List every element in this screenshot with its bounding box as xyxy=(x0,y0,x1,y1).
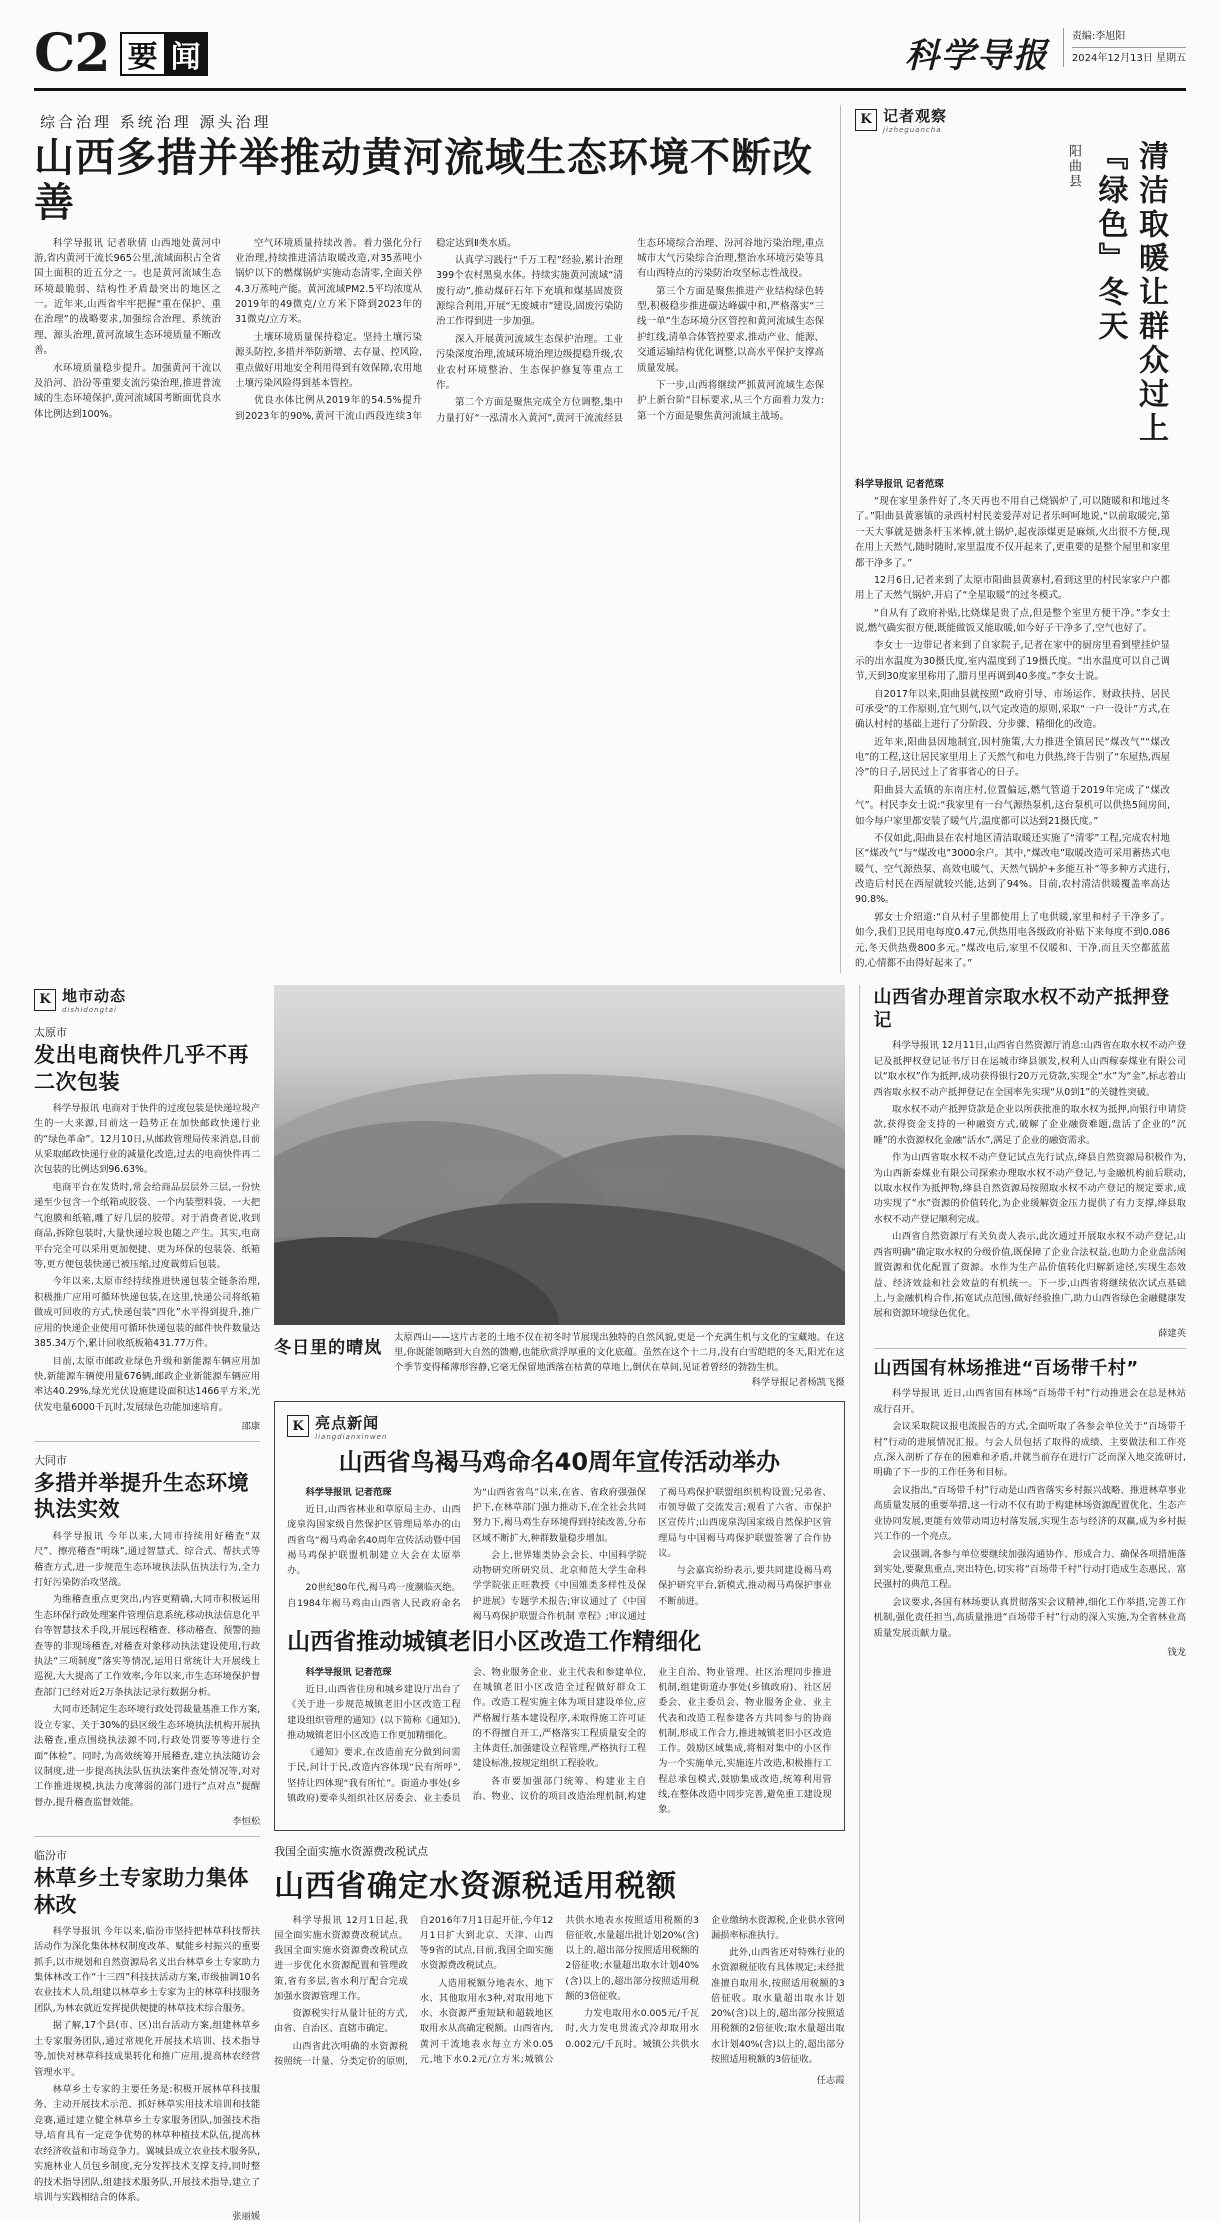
editor-line: 责编:李旭阳 xyxy=(1072,28,1186,48)
county-label: 阳曲县 xyxy=(1066,144,1081,189)
article-title: 发出电商快件几乎不再二次包装 xyxy=(34,1043,249,1094)
article-sign: 薛建英 xyxy=(1158,1327,1187,1339)
masthead-right xyxy=(905,28,1186,77)
paragraph: 作为山西省取水权不动产登记试点先行试点,绛县自然资源局积极作为,为山西新泰煤业有限公司探索办理取水权不动产登记,与金融机构前后联动,以取水权作为抵押物,绛县自然资源局按照取水权不动产登记的规定要求,成功实现了“水”资源的价值转化,为企业缓解资金压力提供了有力支撑,绛县取水权不动产登记顺利完成。 xyxy=(873,1152,1187,1225)
paragraph: 会上,世界雉类协会会长、中国科学院动物研究所研究员、北京师范大学生命科学学院张正旺教授《中国雉类多样性及保护进展》专题学术报告;审议通过了《中国褐马鸡保护联盟合作机制 章程》;审议通过了褐马鸡保护联盟组织机构设置;兄弟省、市领导做了交流发言;观看了六省、市保护区宣传片;山西庞泉沟国家级自然保护区管理局与中国褐马鸡保护联盟签署了合作协议。 xyxy=(472,1486,832,1622)
bottom-title: 山西省确定水资源税适用税额 xyxy=(274,1868,678,1904)
photo-title: 冬日里的晴岚 xyxy=(274,1338,383,1359)
article-water-right xyxy=(874,987,1186,1339)
article-datong xyxy=(34,1452,260,1827)
paragraph: 不仅如此,阳曲县在农村地区清洁取暖还实施了“清零”工程,完成农村地区“煤改气”与“煤改电”3000余户。其中,“煤改电”取暖改造可采用蓄热式电暖气、空气源热泵、高效电暖气、天然气锅炉+多能互补”等多种方式进行,改造后村民在西屋就较兴能,达到了94%。目前,农村清洁供暖覆盖率高达90.8%。 xyxy=(855,832,1170,906)
article-title: 林草乡土专家助力集体林改 xyxy=(34,1866,249,1917)
feature1-title: 山西省鸟褐马鸡命名40周年宣传活动举办 xyxy=(338,1447,781,1476)
byline-text: 科学导报讯 记者范琛 xyxy=(305,1486,392,1498)
feature1-body xyxy=(287,1485,831,1624)
photo-caption-row xyxy=(274,1331,844,1391)
lead-article xyxy=(34,105,824,973)
article-taiyuan xyxy=(34,1024,260,1432)
article-body xyxy=(34,1924,260,2206)
paragraph: 取水权不动产抵押贷款是企业以所获批准的取水权为抵押,向银行申请贷款,获得资金支持的一种融资方式,破解了企业融资难题,盘活了企业的“沉睡”的水资源权化金融“活水”,满足了企业的融资需求。 xyxy=(873,1103,1187,1146)
article-body xyxy=(874,1038,1186,1322)
lead-headline: 山西多措并举推动黄河流域生态环境不断改善 xyxy=(34,135,813,226)
column-right-top xyxy=(840,105,1170,973)
lead-paragraph: 深入开展黄河流域生态保护治理。工业污染深度治理,流域环境治理边级提稳升级,农业农村环境整治、生态保护修复等重点工作。 xyxy=(436,333,623,391)
column-mark-text xyxy=(315,1412,387,1441)
paragraph: 大同市还制定生态环境行政处罚裁量基准工作方案,设立专家、关于30%的县区级生态环境执法机构开展执法稽查,重点围绕执法源不同,行政处罚要等等进行全面“体检”。同时,为高效统筹开展稽查,建立执法随访会议制度,进一步提高执法队伍执法案件查处情况等,对对工作推进规模,执法力度薄弱的部门进行“点对点”提醒督办,提升稽查监督效能。 xyxy=(34,1704,261,1808)
column-mark-title: 记者观察 xyxy=(883,107,948,125)
article-byline: 科学导报讯 记者范琛 xyxy=(855,479,944,490)
column-mark-title: 亮点新闻 xyxy=(315,1413,380,1432)
column-mark-pinyin: dishidongtai xyxy=(62,1006,118,1015)
highlight-news-box xyxy=(274,1401,844,1831)
article-sign: 李恒松 xyxy=(232,1816,261,1828)
paragraph: 科学导报讯 12月1日起,我国全面实施水资源费改税试点。我国全面实施水资源费改税试点进一步优化水资源配置和管理政策,省有多层,省水利厅配合完成加强水资源管理工作。 xyxy=(274,1914,408,2002)
photo-caption-text: 太原西山——这片古老的土地不仅在初冬时节展现出独特的自然风貌,更是一个充满生机与文化的宝藏地。在这里,你既能领略到大自然的馈赠,也能欣赏浮厚重的文化底蕴。虽然在这个十二月,没有白雪皑皑的冬天,阳光在这个季节变得稀薄形容静,它毫无保留地洒落在枯黄的草地上,倒伏在草间,见证着曾经的勃勃生机。 xyxy=(394,1332,845,1373)
paragraph: 科学导报讯 今年以来,临汾市坚持把林草科技帮扶活动作为深化集体林权制度改革、赋能乡村振兴的重要抓手,以市规划和自然资源局名义出台林草乡土专家助力集体林改工作“十三四”科技扶活动方案,市级抽调10名农业技术人员,组建以林草乡土专家为主的林草科技服务团队,为林农就近发挥提供便捷的林草技术综合服务。 xyxy=(34,1925,261,2014)
divider xyxy=(874,1348,1186,1349)
paragraph: 山西省此次明确的水资源税按照统一计量、分类定价的原则,自2016年7月1日起开征,今年12月1日扩大到北京、天津、山西等9省的试点,目前,我国全面实施水资源费改税试点。 xyxy=(274,1914,554,2067)
paragraph: 电商平台在发货时,常会给商品层层外三层,一份快递至少包含一个纸箱或胶袋、一个内装塑料袋、一大把气泡膜和纸箱,雕了好几层的胶带。对于消费者说,收到商品,拆除包装时,大量快递垃圾也随之产生。其实,电商平台完全可以采用更加便捷、更为环保的包装袋、纸箱等,更方便包装快递已被压缩,过度裁剪后包装。 xyxy=(34,1181,261,1270)
paragraph: 目前,太原市邮政业绿色升级和新能源车辆应用加快,新能源车辆使用量676辆,邮政企业新能源车辆应用率达40.29%,绿光光伏设施建设面积达1466平方米,光伏发电量6000千瓦时,发展绿色功能加速培育。 xyxy=(34,1355,261,1413)
k-logo-icon: K xyxy=(855,109,877,131)
paragraph: 科学导报讯 近日,山西省国有林场“百场带千村”行动推进会在总是林站成行召开。 xyxy=(873,1388,1187,1415)
article-sign: 张丽媛 xyxy=(232,2211,261,2222)
lead-section xyxy=(34,105,1186,973)
masthead xyxy=(34,23,1186,91)
column-mark-title: 地市动态 xyxy=(62,987,127,1006)
paragraph: 山西省自然资源厅有关负责人表示,此次通过开展取水权不动产登记,山西省明确“确定取水权的分级价值,既保障了企业合法权益,也助力企业盘活闲置资源和优化配置了资源。水作为生产品价值转化归解新途径,实现生态效益、经济效益和社会效益的有机统一。下一步,山西省将继续依次试点基础上,与金融机构合作,拓宽试点范围,做好经验推广,助力山西省绿色金融健康发展和资源环境绿色优化。 xyxy=(873,1231,1187,1320)
paragraph: 会议强调,各参与单位要继续加强沟通协作、形成合力、确保各项措施落到实处,要聚焦重点,突出特色,切实将“百场带千村”行动打造成生态惠民、富民强村的典范工程。 xyxy=(873,1548,1187,1591)
masthead-left xyxy=(34,23,208,84)
lead-kicker: 综合治理 系统治理 源头治理 xyxy=(40,113,272,131)
city-label: 太原市 xyxy=(34,1026,67,1040)
article-sign: 邵康 xyxy=(241,1421,261,1433)
paragraph: 今年以来,太原市经持续推进快递包装全链条治理,积极推广应用可循环快递包装,在这里,快递公司将纸箱做成可回收的方式,快递包装“四化”水平得到提升,推广应用的快递企业使用可循环快递包装的邮件快件数量达385.34万个,累计回收纸板箱431.77万件。 xyxy=(34,1276,261,1350)
section-char-2: 闻 xyxy=(164,32,208,76)
paragraph: 力发电取用水0.005元/千瓦时,火力发电贯流式冷却取用水0.002元/千瓦时。城镇公共供水企业缴纳水资源税,企业供水管网漏损率标准执行。 xyxy=(565,1914,845,2050)
article-title: 山西省办理首宗取水权不动产抵押登记 xyxy=(873,987,1170,1031)
feature2-body xyxy=(287,1665,831,1818)
paragraph: 会议指出,“百场带千村”行动是山西省落实乡村振兴战略、推进林草事业高质量发展的重要举措,这一行动不仅有助于构建林场资源配置优化、生态产业协同发展,更能有效带动周边村落发展,实现生态与经济的双赢,成为乡村振兴工作的一个亮点。 xyxy=(873,1484,1187,1543)
paragraph: 近日,山西省住房和城乡建设厅出台了《关于进一步规范城镇老旧小区改造工程建设组织管理的通知》(以下简称《通知》),推动城镇老旧小区改造工作更加精细化。 xyxy=(287,1684,461,1741)
paper-name: 科学导报 xyxy=(904,36,1049,76)
article-title: 山西国有林场推进“百场带千村” xyxy=(873,1357,1139,1379)
article-body xyxy=(34,1101,260,1415)
column-mark-pinyin: liangdianxinwen xyxy=(315,1432,388,1441)
column-mark-liangdianxinwen xyxy=(287,1412,831,1441)
paragraph: 为维稽查重点更突出,内容更精确,大同市积极运用生态环保行政处理案件管理信息系统,移动执法信息化平台等智慧技术手段,开展远程稽查、移动稽查、预警的抽查等的非现场稽查,对稽查对象移动执法建设使用,行政执法“三项制度”落实等情况,运用日常统计大开展线上巡视,大大提高了工作效率,今年以来,市生态环境保护督查部门已经对近2万条执法记录行数据分析。 xyxy=(34,1594,261,1698)
divider xyxy=(34,1836,260,1837)
paragraph: 12月6日,记者来到了太原市阳曲县黄寨村,看到这里的村民家家户户都用上了天然气锅炉,开启了“全星取暖”的过冬模式。 xyxy=(855,574,1170,602)
divider xyxy=(34,1441,260,1442)
lead-paragraph: 第二个方面是聚焦完成全方位调整,集中力量打好“一泓清水入黄河”,黄河干流流经县生态环境综合治理、汾河谷地污染治理,重点城市大气污染综合治理,整治水环境污染等具有山西特点的污染防治攻坚标志性战役。 xyxy=(436,237,824,424)
city-label: 大同市 xyxy=(34,1454,67,1468)
paragraph: 阳曲县大孟镇的东南庄村,位置偏远,燃气管道于2019年完成了“煤改气”。村民李女士说:“我家里有一台气源热泵机,这台泵机可以供热5间房间,如今每户家里都安装了暖气片,温度都可以达到21摄氏度。” xyxy=(855,784,1170,827)
article-body xyxy=(874,1386,1186,1641)
lead-paragraph: 认真学习践行“千万工程”经验,累计治理399个农村黑臭水体。持续实施黄河流域“清废行动”,推动煤矸石年下充填和煤基固废资源综合利用,开展“无废城市”建设,固废污染防治工作得到进一步加强。 xyxy=(436,254,623,328)
article-sign: 钱龙 xyxy=(1167,1647,1187,1659)
paragraph: 近年来,阳曲县因地制宜,因村施策,大力推进全镇居民“煤改气”“煤改电”的工程,这让居民家里用上了天然气和电力供热,终于告别了“东屋热,西屋冷”的日子,居民过上了省事省心的日子。 xyxy=(855,736,1170,779)
feature1-byline xyxy=(287,1485,460,1500)
bottom-shoulder: 我国全面实施水资源费改税试点 xyxy=(274,1844,429,1858)
bottom-body xyxy=(274,1913,844,2070)
feature2-byline xyxy=(287,1665,460,1680)
lead-paragraph: 空气环境质量持续改善。着力强化分行业治理,持续推进清洁取暖改造,对35蒸吨小锅炉以下的燃煤锅炉实施动态清零,全面关停4.3万蒸吨产能。黄河流域PM2.5平均浓度从2019年的49微克/立方米下降到2023年的31微克/立方米。 xyxy=(235,237,422,326)
lead-body xyxy=(34,236,824,427)
feature2-title: 山西省推动城镇老旧小区改造工作精细化 xyxy=(287,1629,702,1656)
column-mark-pinyin: jizheguancha xyxy=(883,126,942,134)
paragraph: 20世纪80年代,褐马鸡一度濒临灭绝。自1984年褐马鸡由山西省人民政府命名为“山西省省鸟”以来,在省、省政府强强保护下,在林草部门强力推动下,在全社会共同努力下,褐马鸡生存环境得到持续改善,分布区域不断扩大,种群数量稳步增加。 xyxy=(287,1486,647,1609)
lead-paragraph: 科学导报讯 记者耿倩 山西地处黄河中游,省内黄河干流长965公里,流域面积占全省国土面积的近五分之一。也是黄河流域生态环境最脆弱、结构性矛盾最突出的地区之一。近年来,山西省牢牢把握“重在保护、重在治理”的战略要求,加强综合治理、系统治理、源头治理,黄河流域生态环境质量不断改善。 xyxy=(34,237,221,357)
article-linfen xyxy=(34,1847,260,2222)
paragraph: 会议要求,各国有林场要认真贯彻落实会议精神,细化工作举措,完善工作机制,强化责任担当,高质量推进“百场带千村”行动的深入实施,为全省林业高质量发展贡献力量。 xyxy=(873,1596,1187,1639)
lead-paragraph: 下一步,山西将继续严抓黄河流域生态保护上新台阶“目标要求,从三个方面着力发力:第一个方面是聚焦黄河流域主战场。 xyxy=(637,379,824,422)
paragraph: 近日,山西省林业和草原局主办、山西庞泉沟国家级自然保护区管理局举办的山西省鸟“褐马鸡命名40周年宣传活动暨中国褐马鸡保护联盟机制建立大会在太原举办。 xyxy=(287,1504,461,1577)
paragraph: 与会嘉宾纷纷表示,要共同建设褐马鸡保护研究平台,新模式,推动褐马鸡保护事业不断前进。 xyxy=(658,1565,832,1607)
paragraph: 《通知》要求,在改造前充分做到问需于民,问计于民,改造内容体现“民有所呼”,坚持让四体现“我有所忙”。街道办事处(乡镇政府)要牵头组织社区居委会、业主委员会、物业服务企业、业主代表和参建单位,在城镇老旧小区改造全过程做好群众工作。改造工程实施主体为项目建设单位,应严格履行基本建设程序,未取得施工许可证的不得擅自开工,严格落实工程质量安全的主体责任,加强建设立程管理,严格执行工程建设标准,按规定组织工程验收。 xyxy=(287,1666,647,1805)
paragraph: 科学导报讯 电商对于快件的过度包装是快递垃圾产生的一大来源,目前这一趋势正在加快邮政快递行业的“绿色革命”。12月10日,从邮政管理局传来消息,目前从采取邮政快递行业的减量化改造,过去的电商快件再二次包装的比例达到96.63%。 xyxy=(34,1102,261,1176)
city-label: 临汾市 xyxy=(34,1849,67,1863)
column-mark-text xyxy=(62,985,126,1014)
vertical-headline-block xyxy=(855,140,1170,470)
column-mark-jizheguancha xyxy=(855,105,1170,134)
masthead-meta xyxy=(1063,28,1186,67)
paragraph: 各市要加强部门统筹、构建业主自治、物业、议价的项目改造治理机制,构建业主自治、物业管理、社区治理同步推进机制,组建街道办事处(乡镇政府)、社区居委会、业主委员会、物业服务企业、业主代表和改造工程参建各方共同参与的协商机制,形成工作合力,推进城镇老旧小区改造工作。鼓励区域集成,将相对集中的小区作为一个实施单元,实施连片改造,积极推行工程总承包模式,鼓励集成改造,统筹利用管线,在整体改造中同步完善,避免重工建设现象。 xyxy=(472,1666,832,1816)
section-char-1: 要 xyxy=(120,32,164,76)
paragraph: 据了解,17个县(市、区)出台活动方案,组建林草乡土专家服务团队,通过常规化开展技术培训、技术指导等,加快对林草科技成果转化和推广应用,提高林农经营管理水平。 xyxy=(34,2020,261,2078)
paragraph: 科学导报讯 今年以来,大同市持续用好稽查“双尺”、擦亮稽查“明珠”,通过智慧式、综合式、帮扶式等稽查方式,进一步规范生态环境执法队伍执法行为,全力打好污染防治攻坚战。 xyxy=(34,1530,261,1588)
paragraph: 此外,山西省还对特殊行业的水资源税征收有具体规定;未经批准擅自取用水,按照适用税额的3倍征收。取水量超出取水计划20%(含)以上的,超出部分按照适用税额的2倍征收;取水量超出取水计划40%(含)以上的,超出部分按照适用税额的3倍征收。 xyxy=(710,1947,845,2065)
column-a xyxy=(34,985,260,2222)
article-body xyxy=(34,1529,260,1811)
column-mark-dishidongtai xyxy=(34,985,260,1014)
paragraph: 科学导报讯 12月11日,山西省自然资源厅消息:山西省在取水权不动产登记及抵押权登记证书厅日在运城市绛县颁发,权利人山西稼泰煤业有限公司以“取水权”作为抵押,成功获得银行20万元贷款,实现全“水”为“金”,标志着山西省取水权不动产抵押登记在全国率先实现“从0到1”的关键性突破。 xyxy=(873,1040,1187,1098)
photo-caption xyxy=(394,1331,844,1391)
lead-paragraph: 水环境质量稳步提升。加强黄河干流以及沿河、沿汾等重要支流污染治理,推进普流域的生态环境保护,黄河流域国考断面优良水体比例达到100%。 xyxy=(34,362,221,420)
bottom-sign: 任志霞 xyxy=(816,2075,845,2087)
right-article-body xyxy=(855,494,1170,971)
landscape-photo xyxy=(274,985,844,1325)
article-forest-farm xyxy=(874,1358,1186,1658)
date-line: 2024年12月13日 星期五 xyxy=(1071,53,1186,64)
paragraph: 林草乡土专家的主要任务是:积极开展林草科技服务、主动开展技术示范、抓好林草实用技术培训和技能竞赛,通过建立健全林草乡土专家服务团队,加强技术指导,培育具有一定竞争优势的林草种植技术队伍,提高林农经济收益和市场竞争力。翼城县成立农业技术服务队,实施林业人员包乡制度,充分发挥技术支撑支持,同时整的技术指导团队,组建技术服务队,开展技术指导,建立了培训与实践相结合的体系。 xyxy=(34,2084,261,2203)
k-logo-icon: K xyxy=(34,989,56,1011)
column-c xyxy=(859,985,1186,2222)
k-logo-icon: K xyxy=(287,1415,309,1437)
lead-paragraph: 优良水体比例从2019年的54.5%提升到2023年的90%,黄河干流山西段连续3年稳定达到Ⅱ类水质。 xyxy=(235,237,517,422)
paragraph: 李女士一边带记者来到了自家院子,记者在家中的厨房里看到壁挂炉显示的出水温度为30摄氏度,室内温度到了19摄氏度。“出水温度可以自己调节,天到30度家里称用了,腊月里再调到40多度。”李女士说。 xyxy=(855,640,1170,683)
paragraph: 资源税实行从量计征的方式,由省、自治区、直辖市确定。 xyxy=(274,2008,408,2035)
byline-text: 科学导报讯 记者范琛 xyxy=(305,1666,392,1678)
vertical-headline: 清洁取暖让群众过上『绿色』冬天 xyxy=(1092,140,1168,446)
lead-paragraph: 第三个方面是聚焦推进产业结构绿色转型,积极稳步推进碳达峰碳中和,严格落实“三线一单”生态环境分区管控和黄河流域生态保护红线,清单合体管控要求,推动产业、能源、交通运输结构优化调整,以高水平保护支撑高质量发展。 xyxy=(637,285,824,374)
paragraph: 郭女士介绍道:“自从村子里都使用上了电供暖,家里和村子干净多了。如今,我们卫民用电每度0.47元,供热用电各级政府补贴下来每度不到0.086元,冬天供热费800多元。”煤改电后,家里不仅暖和、干净,而且天空都蓝蓝的,心情都不由得好起来了。” xyxy=(855,911,1170,969)
lead-paragraph: 土壤环境质量保持稳定。坚持土壤污染源头防控,多措并举防新增、去存量、控风险,重点做好用地安全利用得到有效保障,农用地土壤污染风险得到基本管控。 xyxy=(235,331,422,389)
paragraph: 会议采取院议报电流报告的方式,全面听取了各参会单位关于“百场带千村”行动的进展情况汇报。与会人员包括了取得的成绩、主要做法和工作亮点,深入剖析了存在的困难和矛盾,并就当前存在进行广泛而深入地交流研讨,明确了下一步的工作任务和目标。 xyxy=(873,1421,1187,1479)
column-mark-text xyxy=(883,105,947,134)
article-title: 多措并举提升生态环境执法实效 xyxy=(34,1471,249,1522)
paragraph: 人造用税额分地表水、地下水、其他取用水3种,对取用地下水、水资源严重短缺和超载地区取用水从高确定税额。山西省内,黄河干流地表水每立方米0.05元,地下水0.2元/立方米;城镇公共供水地表水按照适用税额的3倍征收,水量超出批计划20%(含)以上的,超出部分按照适用税额的2倍征收;水量超出取水计划40%(含)以上的,超出部分按照适用税额的3倍征收。 xyxy=(419,1914,699,2065)
photo-credit: 科学导报记者杨凯飞摄 xyxy=(751,1376,845,1388)
page-number: C2 xyxy=(34,23,110,84)
column-b xyxy=(274,985,844,2222)
body-grid xyxy=(34,985,1186,2222)
photo-block xyxy=(274,985,844,1391)
section-badge xyxy=(120,32,208,76)
paragraph: “现在家里条件好了,冬天再也不用自己烧锅炉了,可以随暖和和地过冬了。”阳曲县黄寨镇的录西村村民姜爱萍对记者乐呵呵地说,“以前取暖完,第一天大事就是搪条杆玉米棒,就土锅炉,起夜添煤更是麻烦,火出很不方便,现在用上天然气,随时随时,家里温度不仅开起来了,更重要的是整个屋里和家里都干净多了。” xyxy=(855,496,1170,569)
paragraph: 自2017年以来,阳曲县就按照“政府引导、市场运作、财政扶持、居民可承受”的工作原则,宜气则气,以气定改造的原则,采取“一户一设计”方式,在确认村村的基础上进行了分阶段、分步骤、精细化的改造。 xyxy=(855,688,1170,731)
paragraph: “自从有了政府补贴,比烧煤是贵了点,但是整个室里方便干净。”李女士说,燃气确实很方便,既能做饭又能取暖,如今好子干净多了,空气也好了。 xyxy=(855,607,1170,634)
